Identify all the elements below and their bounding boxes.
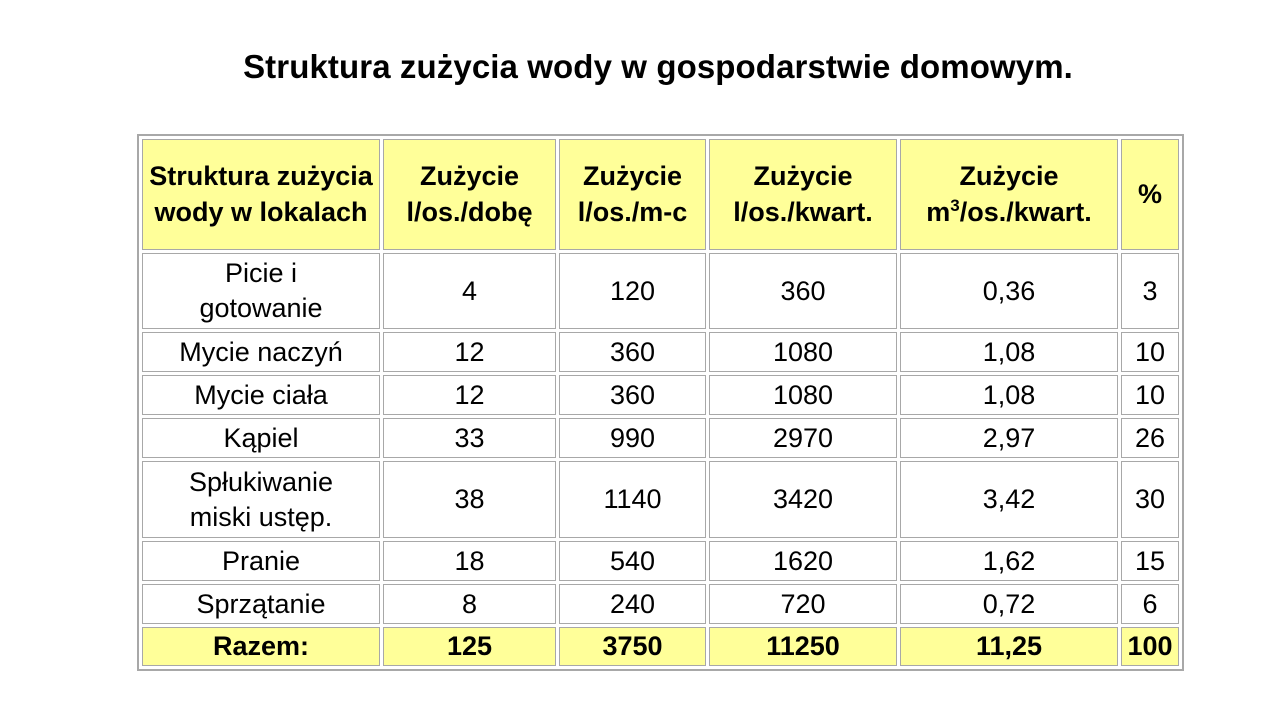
header-m3-per-quarter — [900, 139, 1118, 250]
cell-m3: 2,97 — [900, 418, 1118, 458]
page-title: Struktura zużycia wody w gospodarstwie domowym. — [243, 48, 1073, 85]
row-label: Pranie — [142, 541, 380, 581]
cell-per-quarter: 720 — [709, 584, 897, 624]
row-label: Spłukiwanie miski ustęp. — [142, 461, 380, 538]
header-structure: Struktura zużycia wody w lokalach — [142, 139, 380, 250]
cell-per-day: 12 — [383, 332, 556, 372]
table-row — [142, 375, 1179, 415]
cell-per-day: 8 — [383, 584, 556, 624]
header-per-month: Zużycie l/os./m-c — [559, 139, 706, 250]
cell-m3: 1,08 — [900, 332, 1118, 372]
table-row — [142, 461, 1179, 538]
cell-percent: 26 — [1121, 418, 1179, 458]
cell-per-quarter: 1080 — [709, 375, 897, 415]
cell-m3: 0,36 — [900, 253, 1118, 329]
total-percent: 100 — [1121, 627, 1179, 666]
cell-per-month: 240 — [559, 584, 706, 624]
water-usage-table — [137, 134, 1184, 671]
cell-percent: 10 — [1121, 332, 1179, 372]
cell-per-month: 360 — [559, 332, 706, 372]
total-per-month: 3750 — [559, 627, 706, 666]
header-m3-top: Zużycie — [959, 161, 1059, 192]
header-m3-unit-prefix: m — [926, 196, 951, 227]
cell-percent: 3 — [1121, 253, 1179, 329]
cell-m3: 3,42 — [900, 461, 1118, 538]
row-label: Mycie naczyń — [142, 332, 380, 372]
cell-per-quarter: 2970 — [709, 418, 897, 458]
cell-percent: 15 — [1121, 541, 1179, 581]
row-label: Mycie ciała — [142, 375, 380, 415]
cell-per-quarter: 1080 — [709, 332, 897, 372]
cell-percent: 30 — [1121, 461, 1179, 538]
table-row — [142, 418, 1179, 458]
header-per-day: Zużycie l/os./dobę — [383, 139, 556, 250]
cell-per-month: 990 — [559, 418, 706, 458]
cell-per-quarter: 1620 — [709, 541, 897, 581]
cell-m3: 1,08 — [900, 375, 1118, 415]
row-label: Kąpiel — [142, 418, 380, 458]
cell-percent: 6 — [1121, 584, 1179, 624]
row-label: Picie i gotowanie — [142, 253, 380, 329]
table-row — [142, 584, 1179, 624]
cell-m3: 1,62 — [900, 541, 1118, 581]
cell-per-month: 1140 — [559, 461, 706, 538]
cell-per-month: 360 — [559, 375, 706, 415]
table-row — [142, 253, 1179, 329]
header-m3-unit-suffix: /os./kwart. — [959, 196, 1092, 227]
table-row — [142, 541, 1179, 581]
cell-per-day: 33 — [383, 418, 556, 458]
header-m3-unit-exponent: 3 — [950, 195, 960, 215]
header-percent: % — [1121, 139, 1179, 250]
cell-per-day: 4 — [383, 253, 556, 329]
cell-per-quarter: 3420 — [709, 461, 897, 538]
cell-per-month: 120 — [559, 253, 706, 329]
table-row — [142, 332, 1179, 372]
total-per-day: 125 — [383, 627, 556, 666]
row-label: Sprzątanie — [142, 584, 380, 624]
cell-per-day: 18 — [383, 541, 556, 581]
total-m3: 11,25 — [900, 627, 1118, 666]
cell-per-month: 540 — [559, 541, 706, 581]
cell-per-day: 12 — [383, 375, 556, 415]
cell-percent: 10 — [1121, 375, 1179, 415]
header-per-quarter: Zużycie l/os./kwart. — [709, 139, 897, 250]
total-label: Razem: — [142, 627, 380, 666]
table-header-row — [142, 139, 1179, 250]
cell-m3: 0,72 — [900, 584, 1118, 624]
table-total-row — [142, 627, 1179, 666]
cell-per-day: 38 — [383, 461, 556, 538]
cell-per-quarter: 360 — [709, 253, 897, 329]
total-per-quarter: 11250 — [709, 627, 897, 666]
